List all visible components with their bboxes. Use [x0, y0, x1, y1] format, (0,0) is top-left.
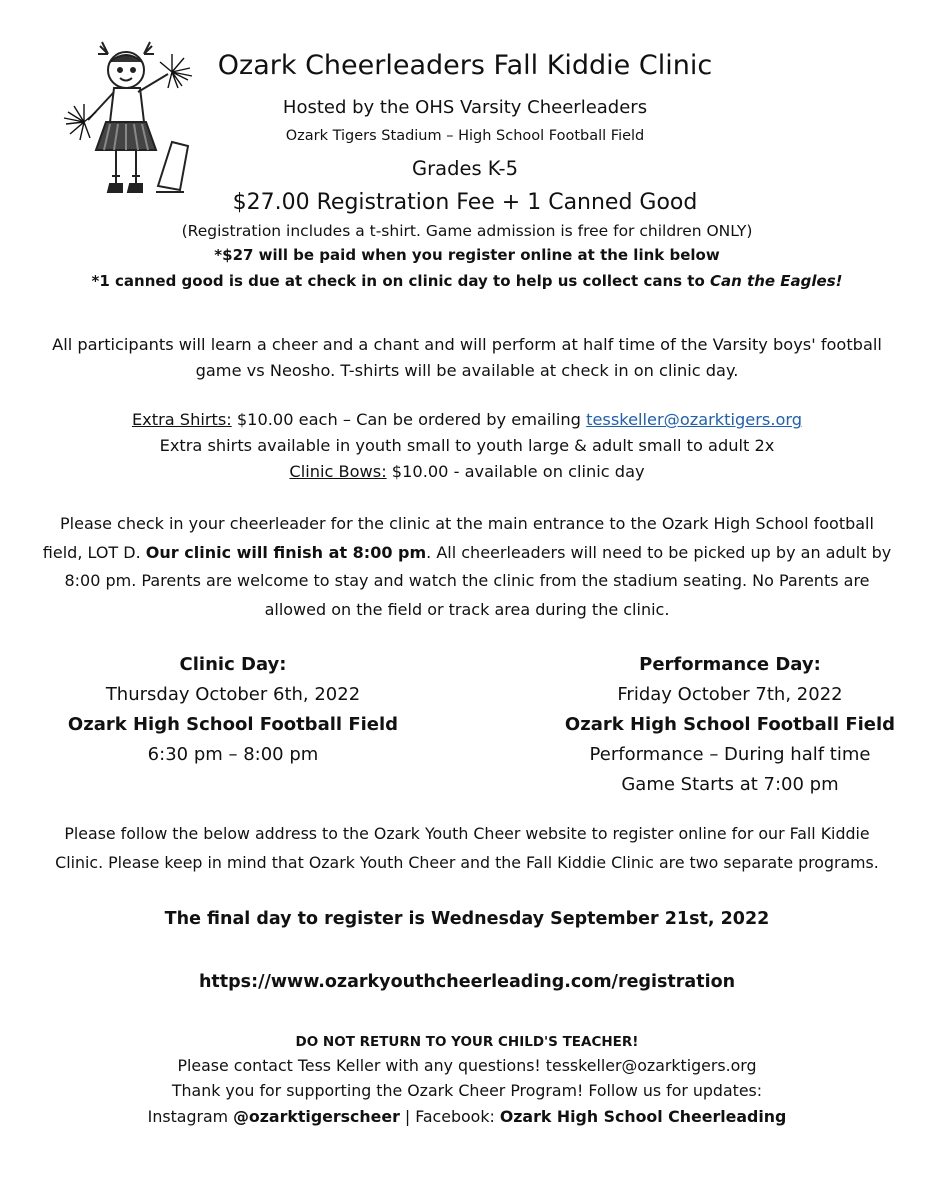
performance-day-column: [520, 650, 934, 800]
grades: Grades K-5: [412, 157, 518, 180]
clinic-day-time: 6:30 pm – 8:00 pm: [147, 744, 319, 765]
canned-good-note: [0, 272, 934, 290]
intro-paragraph: All participants will learn a cheer and a chant and will perform at half time of the Varsity boys' football game vs Neosho. T-shirts will be available at check in on clinic day.: [52, 335, 882, 380]
clinic-bows-label: Clinic Bows:: [289, 462, 387, 481]
facebook-label: | Facebook:: [399, 1107, 500, 1126]
checkin-text-b: . All cheerleaders will need to be picked up by an adult by 8:00 pm. Parents are welcome to stay and watch the clinic from the stadium seating. No Parents are allowed on the field or track area during the clinic.: [64, 542, 892, 619]
shirt-sizes-line: Extra shirts available in youth small to youth large & adult small to adult 2x: [159, 436, 775, 455]
online-payment-note: *$27 will be paid when you register online at the link below: [214, 246, 720, 264]
checkin-paragraph: [40, 510, 894, 624]
extra-shirts-label: Extra Shirts:: [131, 410, 232, 429]
performance-day-heading: Performance Day:: [639, 654, 821, 675]
clinic-day-heading: Clinic Day:: [179, 654, 287, 675]
can-the-eagles: Can the Eagles!: [710, 272, 843, 290]
game-start-time: Game Starts at 7:00 pm: [621, 774, 839, 795]
checkin-text-a: Please check in your cheerleader for the clinic at the main entrance to the Ozark High School football field, LOT D.: [42, 514, 874, 562]
canned-good-note-text: *1 canned good is due at check in on clinic day to help us collect cans to: [91, 272, 710, 290]
performance-day-time: Performance – During half time: [589, 744, 871, 765]
clinic-day-column: [58, 650, 408, 770]
clinic-bows-text: $10.00 - available on clinic day: [386, 462, 645, 481]
registration-note: (Registration includes a t-shirt. Game admission is free for children ONLY): [181, 222, 753, 240]
contact-line: Please contact Tess Keller with any questions! tesskeller@ozarktigers.org: [177, 1056, 757, 1075]
shirts-email-link[interactable]: tesskeller@ozarktigers.org: [586, 410, 803, 429]
facebook-name[interactable]: Ozark High School Cheerleading: [499, 1107, 787, 1126]
social-line: [0, 1107, 934, 1126]
registration-fee: $27.00 Registration Fee + 1 Canned Good: [232, 190, 698, 215]
do-not-return-warning: DO NOT RETURN TO YOUR CHILD'S TEACHER!: [295, 1034, 639, 1050]
extra-shirts-text: $10.00 each – Can be ordered by emailing: [231, 410, 587, 429]
registration-deadline: The final day to register is Wednesday September 21st, 2022: [164, 909, 770, 929]
instagram-handle[interactable]: @ozarktigerscheer: [233, 1107, 400, 1126]
registration-url[interactable]: https://www.ozarkyouthcheerleading.com/registration: [198, 972, 736, 992]
clinic-bows-line: [40, 459, 894, 485]
clinic-day-date: Thursday October 6th, 2022: [105, 684, 361, 705]
thanks-line: Thank you for supporting the Ozark Cheer Program! Follow us for updates:: [171, 1081, 763, 1100]
hosted-by: Hosted by the OHS Varsity Cheerleaders: [282, 97, 648, 118]
performance-day-date: Friday October 7th, 2022: [617, 684, 843, 705]
extra-shirts-line: [40, 407, 894, 433]
flyer-title: Ozark Cheerleaders Fall Kiddie Clinic: [217, 50, 713, 81]
extras-section: [40, 407, 894, 485]
clinic-day-place: Ozark High School Football Field: [67, 714, 399, 735]
clinic-location: Ozark Tigers Stadium – High School Football Field: [285, 128, 645, 144]
performance-day-place: Ozark High School Football Field: [564, 714, 896, 735]
clinic-finish-time: Our clinic will finish at 8:00 pm: [145, 542, 427, 562]
instagram-label: Instagram: [147, 1107, 234, 1126]
registration-paragraph: Please follow the below address to the Ozark Youth Cheer website to register online for our Fall Kiddie Clinic. Please keep in mind that Ozark Youth Cheer and the Fall Kiddie Clinic are two separate programs.: [55, 824, 879, 872]
